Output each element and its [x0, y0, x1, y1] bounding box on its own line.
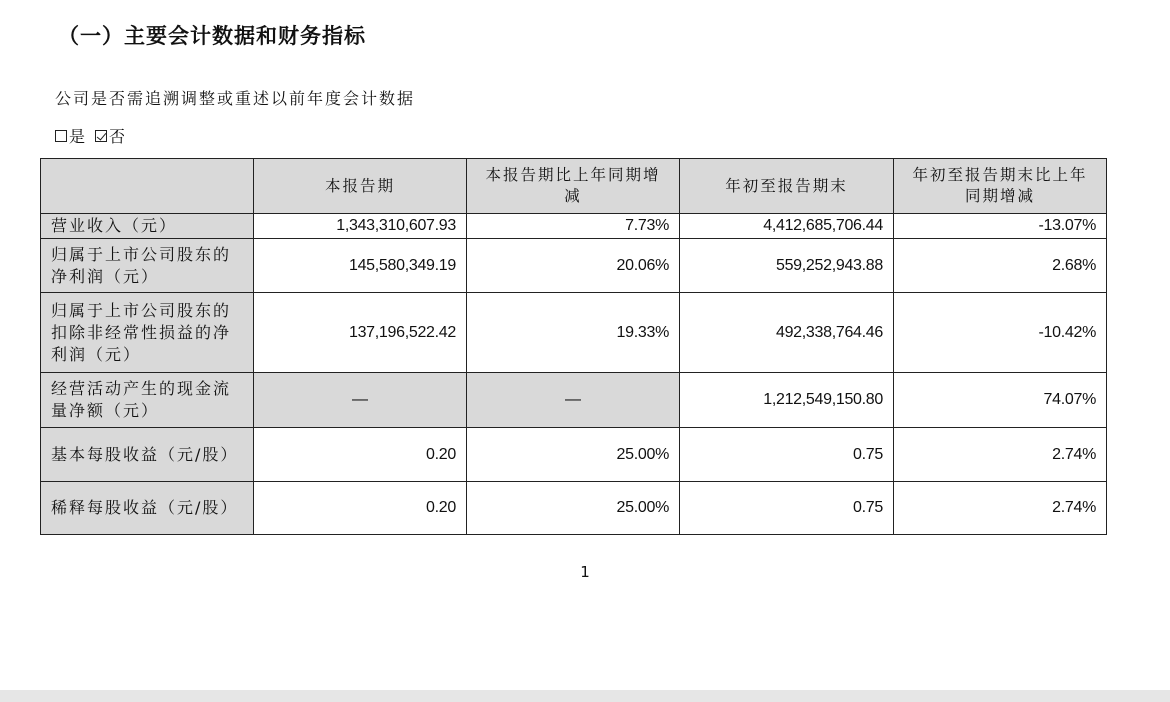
cell-ytd: 492,338,764.46 — [680, 293, 894, 373]
option-yes-label: 是 — [69, 127, 86, 146]
cell-ytd: 0.75 — [680, 482, 894, 535]
header-current-period: 本报告期 — [254, 159, 467, 214]
cell-ytd: 0.75 — [680, 428, 894, 482]
header-ytd-yoy: 年初至报告期末比上年同期增减 — [894, 159, 1107, 214]
cell-current-period: — — [254, 373, 467, 428]
table-row — [41, 428, 1107, 482]
header-ytd: 年初至报告期末 — [680, 159, 894, 214]
row-label: 归属于上市公司股东的净利润（元） — [41, 239, 254, 293]
cell-ytd-yoy: -10.42% — [894, 293, 1107, 373]
cell-current-period-yoy: 20.06% — [467, 239, 680, 293]
checkbox-yes[interactable] — [55, 130, 67, 142]
cell-ytd-yoy: 2.68% — [894, 239, 1107, 293]
row-label: 营业收入（元） — [41, 214, 254, 239]
table-row — [41, 373, 1107, 428]
header-current-period-yoy: 本报告期比上年同期增减 — [467, 159, 680, 214]
header-blank — [41, 159, 254, 214]
cell-ytd: 4,412,685,706.44 — [680, 214, 894, 239]
section-title: （一）主要会计数据和财务指标 — [58, 24, 366, 48]
cell-current-period-yoy: 7.73% — [467, 214, 680, 239]
table-row — [41, 239, 1107, 293]
row-label: 经营活动产生的现金流量净额（元） — [41, 373, 254, 428]
cell-current-period-yoy: 25.00% — [467, 428, 680, 482]
row-label: 归属于上市公司股东的扣除非经常性损益的净利润（元） — [41, 293, 254, 373]
cell-current-period: 0.20 — [254, 428, 467, 482]
cell-current-period-yoy: — — [467, 373, 680, 428]
cell-current-period-yoy: 19.33% — [467, 293, 680, 373]
page-number: 1 — [580, 563, 590, 581]
restatement-options — [55, 124, 135, 147]
cell-current-period: 145,580,349.19 — [254, 239, 467, 293]
restatement-question: 公司是否需追溯调整或重述以前年度会计数据 — [55, 89, 416, 108]
option-no-label: 否 — [109, 127, 126, 146]
viewer-bottom-bar — [0, 690, 1170, 702]
cell-ytd-yoy: 2.74% — [894, 482, 1107, 535]
cell-current-period: 0.20 — [254, 482, 467, 535]
cell-ytd: 559,252,943.88 — [680, 239, 894, 293]
cell-ytd: 1,212,549,150.80 — [680, 373, 894, 428]
cell-ytd-yoy: -13.07% — [894, 214, 1107, 239]
row-label: 稀释每股收益（元/股） — [41, 482, 254, 535]
table-row — [41, 293, 1107, 373]
cell-current-period-yoy: 25.00% — [467, 482, 680, 535]
table-row — [41, 214, 1107, 239]
checkbox-no[interactable] — [95, 130, 107, 142]
cell-current-period: 1,343,310,607.93 — [254, 214, 467, 239]
financial-indicators-table — [40, 158, 1107, 535]
table-row — [41, 482, 1107, 535]
cell-current-period: 137,196,522.42 — [254, 293, 467, 373]
cell-ytd-yoy: 2.74% — [894, 428, 1107, 482]
row-label: 基本每股收益（元/股） — [41, 428, 254, 482]
table-header-row — [41, 159, 1107, 214]
cell-ytd-yoy: 74.07% — [894, 373, 1107, 428]
